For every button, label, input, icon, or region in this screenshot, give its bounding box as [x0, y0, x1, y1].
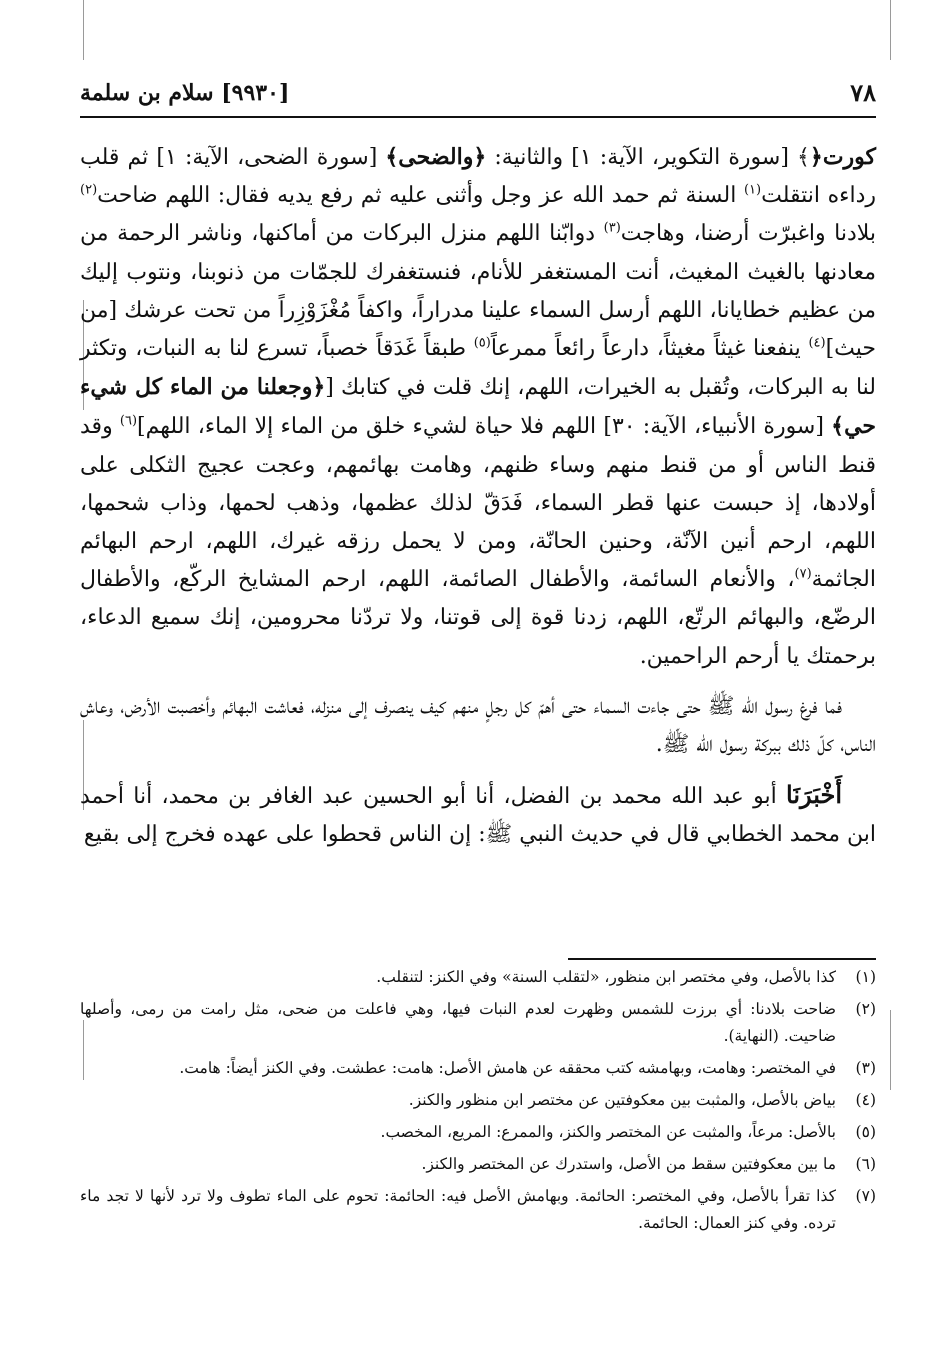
rain-paragraph: فما فرغ رسول الله ﷺ حتى جاءت السماء حتى أهمّ كل رجلٍ منهم كيف ينصرف إلى منزله، فعاشت البهائم وأخصبت الأرض، وعاش الناس، كلّ ذلك ببركة رسول الله ﷺ. [80, 693, 876, 758]
right-margin-line [890, 0, 891, 60]
footnote-text: بالأصل: مرعاً، والمثبت عن المختصر والكنز، والممرع: المريع، المخصب. [380, 1123, 836, 1141]
footnote-number: (٤) [855, 1091, 876, 1109]
footnote-text: ما بين معكوفتين سقط من الأصل، واستدرك عن المختصر والكنز. [421, 1155, 836, 1173]
text-run: أبو عبد الله محمد بن الفضل، أنا أبو الحسين عبد الغافر بن محمد، أنا أحمد ابن محمد الخطابي قال في حديث النبي ﷺ: إن الناس قحطوا على عهده فخرج إلى بقيع [80, 784, 876, 848]
footnote-number: (٣) [855, 1059, 876, 1077]
text-run: بلادنا واغبرّت أرضنا، وهاجت [620, 221, 876, 247]
left-margin-line [83, 0, 84, 60]
footnote-ref[interactable]: (٤) [808, 335, 826, 351]
footnote [80, 1183, 876, 1237]
prayer-paragraph [80, 138, 876, 676]
quran-quote: ﴿والضحى﴾ [385, 144, 487, 170]
footnote-separator [568, 958, 876, 960]
quran-quote: ﴿وجعلنا من الماء كل شيء حي﴾ [80, 374, 876, 440]
running-title: [٩٩٣٠] سلام بن سلمة [80, 80, 290, 106]
footnote [80, 1119, 876, 1146]
text-run: طبقاً غَدَقاً خصباً، تسرع لنا به النبات، وتكثر لنا به البركات، وتُقبل به الخيرات، اللهم، إنك قلت في كتابك [ [80, 336, 876, 401]
footnote-text: ضاحت بلادنا: أي برزت للشمس وظهرت لعدم النبات فيها، وهي فاعلت من ضحى، مثل رامت من رمى، وأصلها ضاحيت. (النهاية). [80, 1000, 836, 1045]
text-run: دوابّنا اللهم منزل البركات من أماكنها، وناشر الرحمة من معادنها بالغيث المغيث، أنت المستغفر للأنام، فنستغفرك للجمّات من ذنوبنا، ونتوب إليك من عظيم خطايانا، اللهم أرسل السماء علينا مدراراً، واكفاً مُغْزَوْزِراً من تحت عرشك [من حيث] [80, 221, 877, 362]
footnote [80, 996, 876, 1050]
footnote-ref[interactable]: (٧) [794, 566, 812, 582]
text-run: ينفعنا غيثاً مغيثاً، دارعاً رائعاً ممرعاً [490, 336, 809, 362]
footnote-text: كذا تقرأ بالأصل، وفي المختصر: الحائمة. وبهامش الأصل فيه: الحائمة: تحوم على الماء تطوف ولا ترد لأنها لا تجد ماء ترده. وفي كنز العمال: الحائمة. [80, 1187, 836, 1232]
text-run: [سورة الضحى، الآية: ١] ثم قلب رداءه انتقلت [80, 145, 876, 209]
footnote-ref[interactable]: (٢) [80, 182, 98, 198]
footnote-number: (٥) [855, 1123, 876, 1141]
footnote-ref[interactable]: (٥) [473, 335, 491, 351]
footnote [80, 1087, 876, 1114]
footnotes [80, 964, 876, 1242]
text-run: [سورة الأنبياء، الآية: ٣٠] اللهم فلا حياة لشيء خلق من الماء إلا الماء، اللهم] [137, 414, 832, 440]
footnote [80, 1151, 876, 1178]
footnote-ref[interactable]: (١) [743, 182, 762, 198]
text-run: ، والأنعام السائمة، والأطفال الصائمة، اللهم، ارحم المشايخ الركّع، والأطفال الرضّع، والبهائم الرتّع، اللهم، زدنا قوة إلى قوتنا، ولا تردّنا محرومين، إنك سميع الدعاء، برحمتك يا أرحم الراحمين. [80, 567, 876, 669]
main-text [80, 138, 876, 855]
isnad-paragraph [80, 776, 876, 854]
footnote-ref[interactable]: (٦) [119, 414, 138, 430]
footnote-ref[interactable]: (٣) [603, 221, 621, 237]
text-run: ﴿ [809, 144, 823, 170]
akhbarana-lead: أَخْبَرَنَا [786, 780, 842, 810]
page-header [80, 78, 876, 112]
footnote-number: (٧) [855, 1187, 876, 1205]
footnote-number: (٦) [855, 1155, 876, 1173]
header-rule [80, 116, 876, 118]
footnote-text: بياض بالأصل، والمثبت بين معكوفتين عن مختصر ابن منظور والكنز. [408, 1091, 836, 1109]
footnote-number: (١) [855, 968, 876, 986]
footnote-text: في المختصر: وهامت، وبهامشه كتب محققه عن هامش الأصل: هامت: عطشت. وفي الكنز أيضاً: هامت. [179, 1059, 836, 1077]
page-number: ٧٨ [850, 78, 876, 107]
footnote [80, 964, 876, 991]
right-margin-line [890, 1010, 891, 1090]
text-run: ﴾ [سورة التكوير، الآية: ١] والثانية: [486, 145, 810, 170]
footnote [80, 1055, 876, 1082]
text-run: السنة ثم حمد الله عز وجل وأثنى عليه ثم رفع يديه فقال: اللهم ضاحت [97, 183, 744, 209]
text-run: وقد قنط الناس أو من قنط منهم وساء ظنهم، وهامت بهائمهم، وعجت عجيج الثكلى على أولادها، إذ حبست عنها قطر السماء، فَدَقّ لذلك عظمها، وذهب لحمها، وذاب شحمها، اللهم، ارحم أنين الآنّة، وحنين الحانّة، ومن لا يحمل رزقه غيرك، اللهم، ارحم البهائم الجاثمة [80, 414, 876, 593]
footnote-text: كذا بالأصل، وفي مختصر ابن منظور، «لتقلب السنة» وفي الكنز: لتنقلب. [376, 968, 836, 986]
footnote-number: (٢) [855, 1000, 876, 1018]
text-run: كورت [822, 144, 876, 170]
